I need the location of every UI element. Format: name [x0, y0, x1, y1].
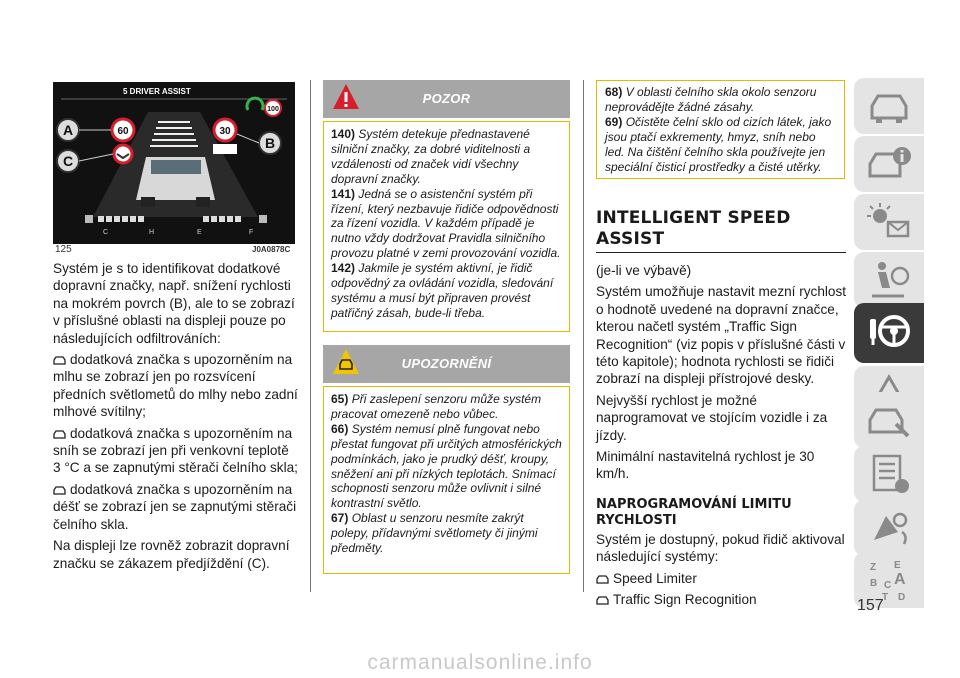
airbag-seat-icon	[864, 258, 914, 302]
figure-code: J0A0878C	[252, 245, 291, 254]
heading-rule	[596, 252, 846, 253]
speed-sign-a: 60	[117, 126, 129, 137]
isa-paragraph: Nejvyšší rychlost je možné naprogramovat ve stojícím vozidle i za jízdy.	[596, 392, 828, 443]
svg-text:Z: Z	[870, 562, 877, 573]
list-item: dodatková značka s upozorněním na mlhu se zobrazí jen po rozsvícení předních světlometů do mlhy nebo zadní mlhové svítilny;	[53, 352, 298, 420]
temperature-icon	[85, 215, 93, 223]
column-3-text	[596, 262, 848, 613]
car-bullet-icon	[53, 356, 66, 365]
upozorneni-header	[323, 345, 570, 383]
isa-paragraph: Systém je dostupný, pokud řidič aktivoval následující systémy:	[596, 531, 845, 565]
lights-message-icon	[864, 200, 914, 244]
svg-text:C: C	[884, 580, 892, 591]
intro-paragraph: Systém je s to identifikovat dodatkové dopravní značky, např. snížení rychlosti na mokrém povrch (B), ale to se zobrazí v příslušné oblasti na displeji pouze po následujících odfiltrováních:	[53, 261, 295, 346]
outro-paragraph: Na displeji lze rovněž zobrazit dopravní značku se zákazem předjíždění (C).	[53, 538, 290, 571]
gauge-label-f: F	[249, 229, 254, 236]
page-number: 157	[857, 597, 884, 614]
gauge-label-c: C	[103, 229, 109, 236]
isa-paragraph: Systém umožňuje nastavit mezní rychlost o hodnotě uvedené na dopravní značce, kterou načetl systém „Traffic Sign Recognition“ (viz popis v příslušné části v této kapitole); hodnota rychlosti se řidiči zobrazí na displeji přístrojové desky.	[596, 284, 847, 387]
speed-sign-top-right: 100	[267, 106, 279, 113]
warning-item: 142) Jakmile je systém aktivní, je řidič odpovědný za ovládání vozidla, sledování systému a musí být připraven provést patřičný zásah, bude-li třeba.	[331, 261, 554, 320]
tab-multimedia[interactable]	[854, 500, 924, 556]
pozor-header	[323, 80, 570, 118]
column-divider	[310, 80, 311, 592]
section-heading: INTELLIGENT SPEED ASSIST	[596, 208, 791, 249]
tab-airbag-seat[interactable]	[854, 252, 924, 308]
svg-text:E: E	[894, 560, 901, 571]
column-divider	[583, 80, 584, 592]
caution-item: 66) Systém nemusí plně fungovat nebo přestat fungovat při určitých atmosférických podmínkách, jako je prudký déšť, kroupy, sněžení ani při nízkých teplotách. Snímací schopnosti senzoru může ovlivnit i silné kontrastní světlo.	[331, 421, 562, 511]
svg-text:D: D	[898, 592, 906, 602]
display-header: 5 DRIVER ASSIST	[123, 87, 191, 96]
fuel-icon	[259, 215, 267, 223]
tab-car-service[interactable]	[854, 392, 924, 448]
svg-text:B: B	[870, 578, 878, 589]
warning-item: 140) Systém detekuje přednastavené silniční značky, za dobré viditelnosti a vzdálenosti od značek vidí všechny dopravní značky.	[331, 127, 531, 186]
isa-paragraph: Minimální nastavitelná rychlost je 30 km/h.	[596, 449, 815, 482]
list-item: dodatková značka s upozorněním na déšť se zobrazí jen se zapnutými stěrači čelního skla.	[53, 481, 297, 532]
list-item: dodatková značka s upozorněním na sníh se zobrazí jen při venkovní teplotě 3 °C a se zapnutými stěrači čelního skla;	[53, 425, 298, 476]
column-1-text	[53, 260, 298, 576]
car-bullet-icon	[53, 430, 66, 439]
tab-car-dashboard[interactable]	[854, 78, 924, 134]
car-bullet-icon	[596, 575, 609, 584]
upozorneni-title: UPOZORNĚNÍ	[401, 356, 492, 371]
upozorneni-box	[323, 386, 570, 574]
watermark: carmanualsonline.info	[367, 651, 593, 674]
tab-checklist[interactable]	[854, 446, 924, 502]
list-item: Traffic Sign Recognition	[596, 591, 848, 608]
tab-driving[interactable]	[854, 303, 924, 363]
car-bullet-icon	[53, 486, 66, 495]
multimedia-icon	[864, 506, 914, 550]
caution-item: 65) Při zaslepení senzoru může systém pracovat omezeně nebo vůbec.	[331, 392, 542, 421]
index-letters-icon	[864, 558, 914, 602]
gauge-label-e: E	[197, 229, 202, 236]
list-item: Speed Limiter	[596, 570, 848, 587]
pozor-box	[323, 121, 570, 332]
tab-lights-message[interactable]	[854, 194, 924, 250]
gauge-label-h: H	[149, 229, 155, 236]
car-dashboard-icon	[864, 84, 914, 128]
caution-item: 68) V oblasti čelního skla okolo senzoru neprovádějte žádné zásahy.	[605, 85, 817, 114]
steering-wheel-icon	[864, 309, 914, 353]
pozor-title: POZOR	[422, 91, 471, 106]
warning-item: 141) Jedná se o asistenční systém při řízení, který nezbavuje řidiče odpovědnosti za řízení vozidla. V každém případě je nutno vždy dodržovat Pravidla silničního provozu platné v zemi provozování vozidla.	[331, 186, 561, 261]
svg-text:T: T	[882, 592, 889, 602]
optional-note: (je-li ve výbavě)	[596, 263, 692, 278]
callout-c: C	[62, 153, 74, 169]
upozorneni-continued-box	[596, 80, 845, 179]
subsection-heading: NAPROGRAMOVÁNÍ LIMITU RYCHLOSTI	[596, 496, 792, 528]
tab-car-info[interactable]	[854, 136, 924, 192]
svg-text:A: A	[894, 571, 906, 588]
car-service-icon	[864, 398, 914, 442]
checklist-icon	[864, 452, 914, 496]
callout-b: B	[264, 135, 276, 151]
driver-assist-display-figure	[53, 82, 295, 244]
caution-item: 69) Očistěte čelní sklo od cizích látek, jako jsou ptačí exkrementy, hmyz, sníh nebo led. Na čištění čelního skla používejte jen speciální čisticí prostředky a čisté utěrky.	[605, 114, 832, 174]
callout-a: A	[62, 122, 74, 138]
caution-item: 67) Oblast u senzoru nesmíte zakrýt polepy, přídavnými světlomety či jinými předměty.	[331, 511, 538, 556]
car-bullet-icon	[596, 596, 609, 605]
figure-number: 125	[55, 244, 72, 255]
car-info-icon	[864, 142, 914, 186]
speed-sign-b: 30	[219, 126, 231, 137]
